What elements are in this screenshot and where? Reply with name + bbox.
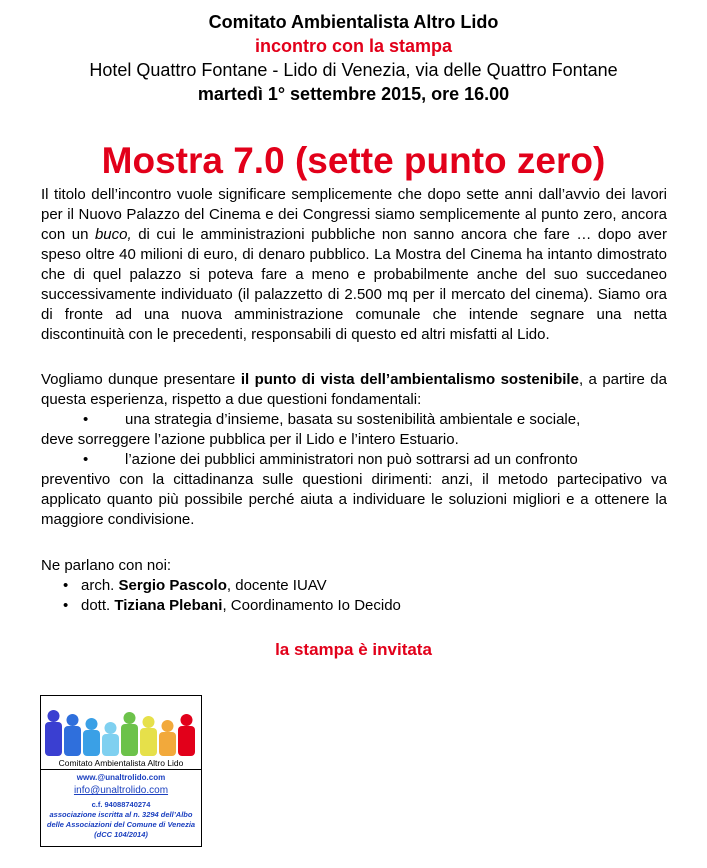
speaker-title: arch. [81,577,119,594]
person-figure-icon [102,722,119,756]
speaker-title: dott. [81,597,115,614]
speaker-role: , Coordinamento Io Decido [222,597,401,614]
event-datetime: martedì 1° settembre 2015, ore 16.00 [197,84,510,104]
logo-email-link[interactable]: info@unaltrolido.com [73,785,169,796]
viewpoint-paragraph [41,370,667,410]
speakers-section [41,556,667,616]
logo-tax-code: c.f. 94088740274 [91,800,151,809]
viewpoint-text-after: , a partire da questa esperienza, rispetto a due questioni fondamentali: [41,371,667,408]
speaker-role: , docente IUAV [226,577,327,594]
question-rest: preventivo con la cittadinanza sulle questioni dirimenti: anzi, il metodo partecipativo va applicato quanto più possibile perché aiuta a individuare le soluzioni migliori e a ottenere la maggiore condivisione. [41,471,667,528]
bullet-icon: • [83,411,89,428]
person-figure-icon [45,710,62,756]
person-figure-icon [178,714,195,756]
organization-logo-card [40,695,202,847]
speakers-intro: Ne parlano con noi: [41,557,172,574]
question-item [41,410,667,450]
viewpoint-text-before: Vogliamo dunque presentare [41,371,241,388]
question-item [41,450,667,530]
page-title: Mostra 7.0 (sette punto zero) [101,140,606,181]
logo-association-note: associazione iscritta al n. 3294 dell’Albo delle Associazioni del Comune di Venezia (dCC 104/2014) [46,810,196,839]
logo-website[interactable]: www.@unaltrolido.com [76,773,166,782]
person-figure-icon [83,718,100,756]
organization-name: Comitato Ambientalista Altro Lido [208,12,499,32]
person-figure-icon [140,716,157,756]
question-first-line: una strategia d’insieme, basata su sostenibilità ambientale e sociale, [125,411,581,428]
speaker-item [81,576,667,596]
person-figure-icon [121,712,138,756]
intro-text-1: Il titolo dell’incontro vuole significare semplicemente che dopo sette anni dall’avvio dei lavori per il Nuovo Palazzo del Cinema e dei Congressi siamo semplicemente al punto zero, ancora con un [41,186,667,243]
question-first-line: l’azione dei pubblici amministratori non può sottrarsi ad un confronto [125,451,578,468]
intro-text-2: di cui le amministrazioni pubbliche non sanno ancora che fare … dopo aver speso oltre 40 milioni di euro, di denaro pubblico. La Mostra del Cinema ha intanto dimostrato che di quel palazzo si poteva fare a meno e probabilmente anche del suo succedaneo successivamente individuato (il palazzetto di 2.500 mq per il mercato del cinema). Siamo ora di fronte ad una nuova amministrazione comunale che intende segnare una netta discontinuità con le precedenti, responsabili di questo ed altri misfatti al Lido. [41,226,667,343]
speaker-item [81,596,667,616]
logo-organization-name: Comitato Ambientalista Altro Lido [58,758,184,768]
viewpoint-bold: il punto di vista dell’ambientalismo sostenibile [240,371,579,388]
event-subtitle: incontro con la stampa [254,36,453,56]
intro-italic: buco, [94,226,132,243]
speaker-name: Tiziana Plebani [114,597,223,614]
intro-paragraph [41,185,667,345]
logo-divider [41,769,201,770]
person-figure-icon [159,720,176,756]
speaker-name: Sergio Pascolo [118,577,227,594]
people-figures-logo [41,704,201,756]
question-rest: deve sorreggere l’azione pubblica per il Lido e l’intero Estuario. [41,431,459,448]
event-location: Hotel Quattro Fontane - Lido di Venezia, via delle Quattro Fontane [89,60,618,80]
person-figure-icon [64,714,81,756]
header [0,10,707,106]
viewpoint-section [41,370,667,530]
speakers-list [41,576,667,616]
press-invitation: la stampa è invitata [275,640,432,659]
bullet-icon: • [83,451,89,468]
